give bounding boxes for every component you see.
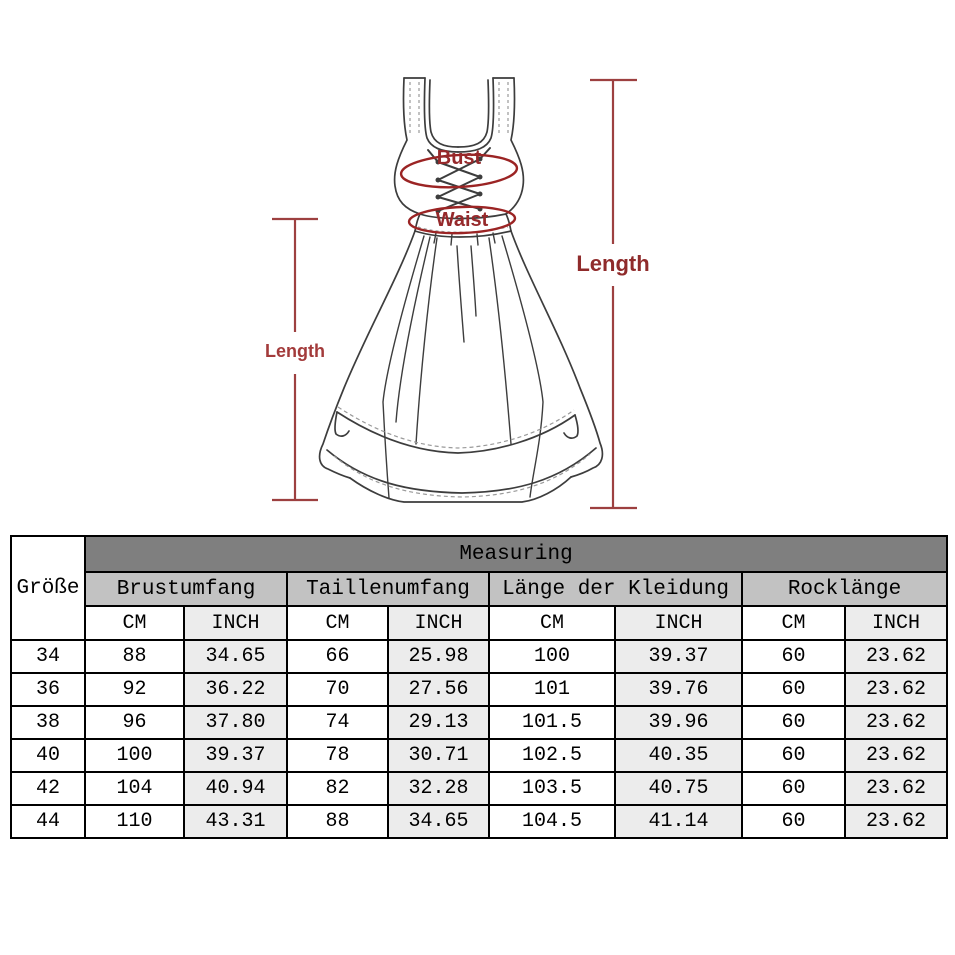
unit-header-inch: INCH — [615, 606, 742, 640]
table-cell: 27.56 — [388, 673, 489, 706]
length-line-right — [590, 80, 637, 508]
table-cell: 39.37 — [615, 640, 742, 673]
size-row — [11, 772, 947, 805]
size-chart-table — [10, 535, 948, 839]
size-cell: 44 — [11, 805, 85, 838]
table-cell: 39.76 — [615, 673, 742, 706]
table-cell: 102.5 — [489, 739, 615, 772]
table-cell: 66 — [287, 640, 388, 673]
table-cell: 23.62 — [845, 640, 947, 673]
length-label-right: Length — [576, 251, 650, 276]
table-cell: 92 — [85, 673, 184, 706]
table-cell: 40.75 — [615, 772, 742, 805]
table-cell: 40.35 — [615, 739, 742, 772]
table-cell: 23.62 — [845, 739, 947, 772]
table-cell: 104.5 — [489, 805, 615, 838]
header-row-measuring — [11, 536, 947, 572]
unit-header-inch: INCH — [845, 606, 947, 640]
size-cell: 34 — [11, 640, 85, 673]
size-cell: 40 — [11, 739, 85, 772]
table-cell: 60 — [742, 805, 845, 838]
table-cell: 32.28 — [388, 772, 489, 805]
group-header-rocklaenge: Rocklänge — [742, 572, 947, 606]
table-cell: 37.80 — [184, 706, 287, 739]
size-row — [11, 805, 947, 838]
size-row — [11, 640, 947, 673]
size-cell: 38 — [11, 706, 85, 739]
table-cell: 34.65 — [184, 640, 287, 673]
table-cell: 39.96 — [615, 706, 742, 739]
size-cell: 36 — [11, 673, 85, 706]
table-cell: 23.62 — [845, 805, 947, 838]
table-cell: 23.62 — [845, 673, 947, 706]
table-cell: 103.5 — [489, 772, 615, 805]
table-cell: 43.31 — [184, 805, 287, 838]
table-cell: 70 — [287, 673, 388, 706]
table-cell: 104 — [85, 772, 184, 805]
group-header-laenge: Länge der Kleidung — [489, 572, 742, 606]
table-cell: 29.13 — [388, 706, 489, 739]
table-cell: 100 — [85, 739, 184, 772]
size-row — [11, 739, 947, 772]
table-cell: 88 — [85, 640, 184, 673]
size-row — [11, 673, 947, 706]
table-cell: 34.65 — [388, 805, 489, 838]
table-cell: 39.37 — [184, 739, 287, 772]
table-cell: 41.14 — [615, 805, 742, 838]
table-cell: 96 — [85, 706, 184, 739]
table-cell: 82 — [287, 772, 388, 805]
group-header-taillenumfang: Taillenumfang — [287, 572, 489, 606]
table-cell: 60 — [742, 673, 845, 706]
table-cell: 25.98 — [388, 640, 489, 673]
bust-label: Bust — [436, 147, 482, 169]
table-cell: 23.62 — [845, 772, 947, 805]
table-cell: 60 — [742, 772, 845, 805]
table-cell: 110 — [85, 805, 184, 838]
size-row — [11, 706, 947, 739]
table-cell: 36.22 — [184, 673, 287, 706]
table-cell: 101.5 — [489, 706, 615, 739]
table-cell: 88 — [287, 805, 388, 838]
table-cell: 60 — [742, 640, 845, 673]
length-label-left: Length — [265, 341, 325, 361]
table-cell: 30.71 — [388, 739, 489, 772]
unit-header-cm: CM — [489, 606, 615, 640]
unit-header-inch: INCH — [388, 606, 489, 640]
corner-header-groesse: Größe — [11, 536, 85, 640]
table-cell: 78 — [287, 739, 388, 772]
unit-header-inch: INCH — [184, 606, 287, 640]
stitch-lines — [334, 82, 590, 497]
header-row-units — [11, 606, 947, 640]
unit-header-cm: CM — [742, 606, 845, 640]
table-cell: 60 — [742, 739, 845, 772]
table-cell: 40.94 — [184, 772, 287, 805]
unit-header-cm: CM — [287, 606, 388, 640]
unit-header-cm: CM — [85, 606, 184, 640]
group-header-brustumfang: Brustumfang — [85, 572, 287, 606]
waist-label: Waist — [435, 209, 489, 231]
table-cell: 101 — [489, 673, 615, 706]
table-cell: 74 — [287, 706, 388, 739]
table-cell: 23.62 — [845, 706, 947, 739]
table-cell: 100 — [489, 640, 615, 673]
table-cell: 60 — [742, 706, 845, 739]
size-cell: 42 — [11, 772, 85, 805]
measuring-header: Measuring — [85, 536, 947, 572]
header-row-groups — [11, 572, 947, 606]
dress-outline — [320, 78, 603, 502]
